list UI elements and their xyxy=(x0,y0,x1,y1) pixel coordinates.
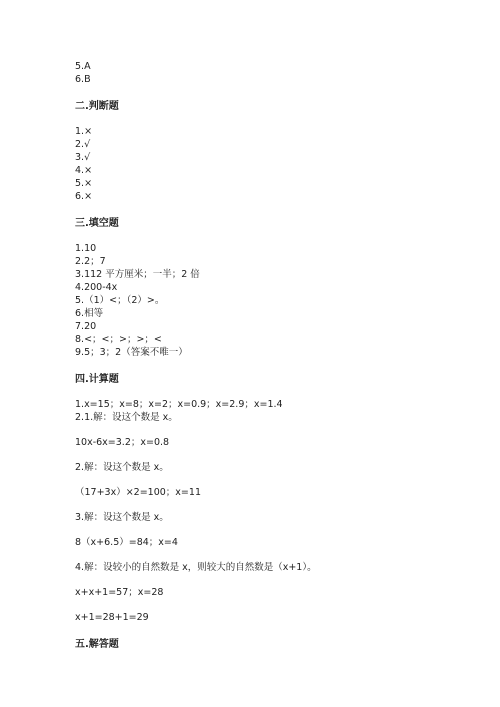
answer-line: x+1=28+1=29 xyxy=(75,612,149,623)
answer-page xyxy=(75,60,475,663)
answer-line: 10x-6x=3.2；x=0.8 xyxy=(75,437,170,448)
answer-line: 8（x+6.5）=84；x=4 xyxy=(75,537,178,548)
section2-heading: 二.判断题 xyxy=(75,101,119,112)
section4-heading: 四.计算题 xyxy=(75,374,119,385)
answer-line: 4.× xyxy=(75,165,93,176)
answer-line: 9.5；3；2（答案不唯一） xyxy=(75,347,188,358)
answer-line: 2.2；7 xyxy=(75,256,106,267)
answer-line: 8.<；<；>；>；< xyxy=(75,334,162,345)
answer-line: 5.× xyxy=(75,178,93,189)
answer-line: 1.× xyxy=(75,126,93,137)
answer-line: 5.A xyxy=(75,61,91,72)
section3-answers xyxy=(75,242,475,359)
section1-tail xyxy=(75,60,475,86)
answer-line: 2.1.解：设这个数是 x。 xyxy=(75,412,178,423)
answer-line: x+x+1=57；x=28 xyxy=(75,587,164,598)
section4-answers xyxy=(75,398,475,624)
answer-line: 4.解：设较小的自然数是 x，则较大的自然数是（x+1）。 xyxy=(75,562,317,573)
answer-line: 3.√ xyxy=(75,152,91,163)
answer-line: 6.× xyxy=(75,191,93,202)
answer-line: 2.解：设这个数是 x。 xyxy=(75,462,169,473)
answer-line: 7.20 xyxy=(75,321,97,332)
answer-line: 3.112 平方厘米；一半；2 倍 xyxy=(75,269,200,280)
section5-heading: 五.解答题 xyxy=(75,639,119,650)
answer-line: 2.√ xyxy=(75,139,91,150)
answer-line: 4.200-4x xyxy=(75,282,118,293)
answer-line: 6.B xyxy=(75,74,91,85)
answer-line: 1.x=15；x=8；x=2；x=0.9；x=2.9；x=1.4 xyxy=(75,399,283,410)
section2-answers xyxy=(75,125,475,203)
answer-line: 1.10 xyxy=(75,243,97,254)
answer-line: 5.（1）<；（2）>。 xyxy=(75,295,165,306)
answer-line: 3.解：设这个数是 x。 xyxy=(75,512,169,523)
section3-heading: 三.填空题 xyxy=(75,218,119,229)
answer-line: （17+3x）×2=100；x=11 xyxy=(75,487,201,498)
answer-line: 6.相等 xyxy=(75,308,104,319)
